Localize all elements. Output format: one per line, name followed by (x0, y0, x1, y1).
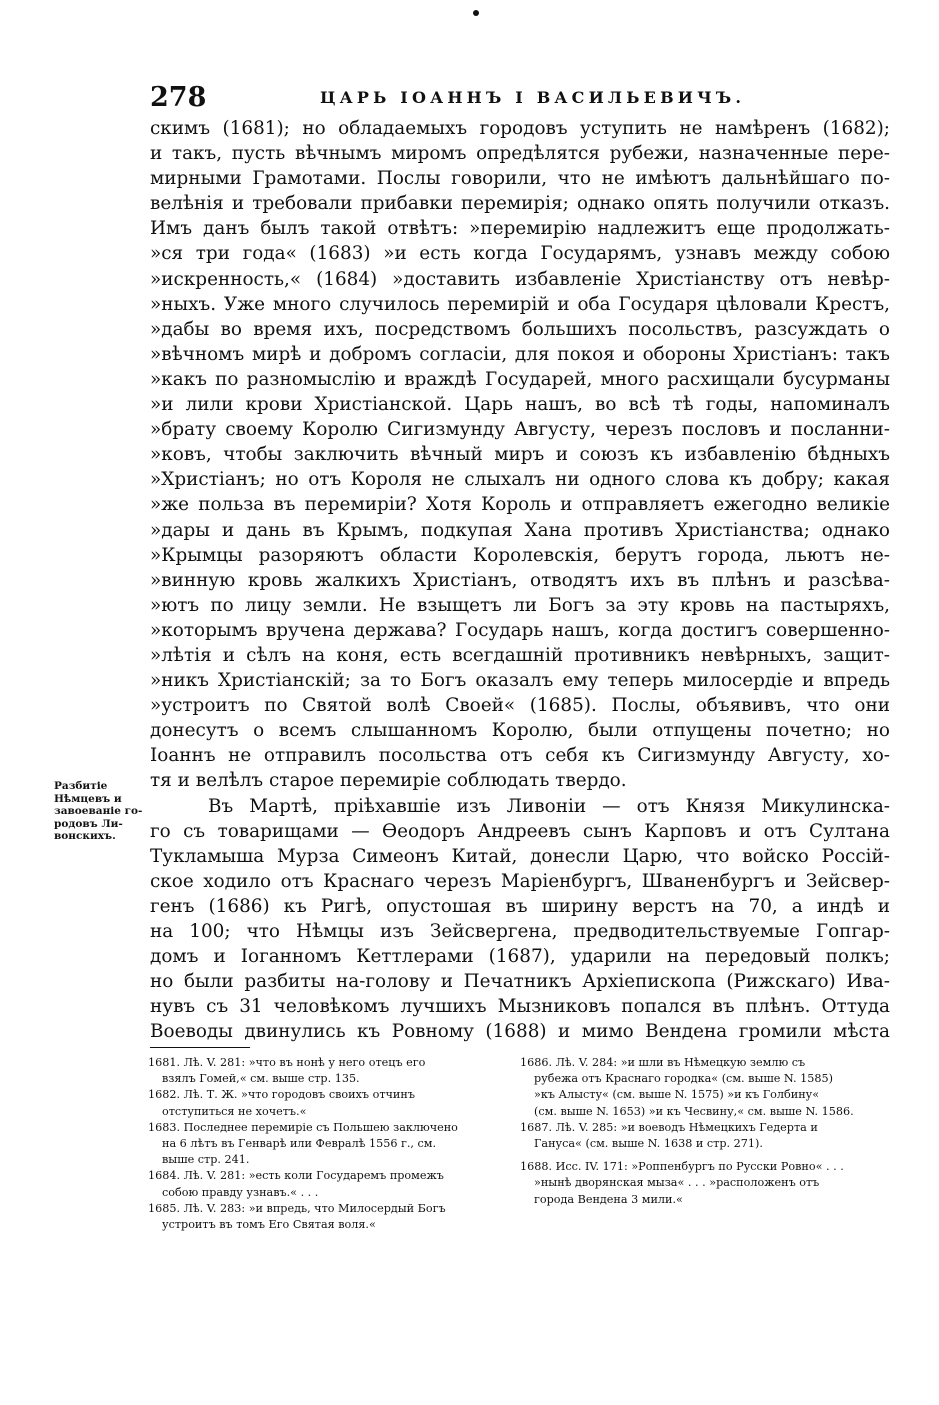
text-line: донесутъ о всемъ слышанномъ Королю, были отпущены почетно; но (150, 720, 890, 742)
marginal-note-line: Разбитіе (54, 780, 108, 792)
text-line: »какъ по разномыслію и враждѣ Государей, много расхищали бусурманы (150, 368, 890, 390)
text-line: »никъ Христіанскій; за то Богъ оказалъ ему теперь милосердіе и впредь (150, 670, 890, 692)
footnote-line: »нынѣ дворянская мыза« . . . »расположенъ отъ (534, 1176, 820, 1190)
text-line: мирными Грамотами. Послы говорили, что не имѣютъ дальнѣйшаго по- (150, 168, 890, 190)
footnotes-left-column (148, 1055, 513, 1233)
text-line: на 100; что Нѣмцы изъ Зейсвергена, предводительствуемые Гопгар- (150, 921, 890, 942)
footnote-line: 1681. Лѣ. V. 281: »что въ нонѣ у него отецъ его (148, 1056, 426, 1069)
text-line: »и лили крови Христіанской. Царь нашъ, во всѣ тѣ годы, напоминалъ (150, 394, 890, 416)
footnote-line: (см. выше N. 1653) »и къ Чесвину,« см. выше N. 1586. (534, 1104, 854, 1118)
footnote-line: 1682. Лѣ. Т. Ж. »что городовъ своихъ отчинъ (148, 1088, 415, 1102)
running-head: ЦАРЬ ІОАННЪ І ВАСИЛЬЕВИЧЪ. (320, 88, 746, 107)
text-line: тя и велѣлъ старое перемиріе соблюдать твердо. (150, 770, 627, 792)
footnote-line: отступиться не хочетъ.« (162, 1104, 307, 1118)
marginal-note-line: родовъ Ли- (54, 817, 123, 830)
text-line: »вѣчномъ мирѣ и добромъ согласіи, для покоя и обороны Христіанъ: такъ (150, 343, 890, 365)
text-line: нувъ съ 31 человѣкомъ лучшихъ Мызниковъ попался въ плѣнъ. Оттуда (150, 996, 890, 1018)
text-line: скимъ (1681); но обладаемыхъ городовъ уступить не намѣренъ (1682); (150, 118, 890, 139)
footnote-line: собою правду узнавъ.« . . . (162, 1185, 319, 1199)
footnote-line: 1684. Лѣ. V. 281: »есть коли Государемъ промежъ (148, 1169, 444, 1183)
footnote-line: устроитъ въ томъ Его Святая воля.« (162, 1218, 376, 1232)
text-line: Тукламыша Мурза Симеонъ Китай, донесли Царю, что войско Россій- (150, 845, 890, 867)
page-header (150, 82, 890, 114)
footnote-line: 1686. Лѣ. V. 284: »и шли въ Нѣмецкую землю съ (520, 1056, 806, 1069)
text-line: ское ходило отъ Краснаго черезъ Маріенбургъ, Шваненбургъ и Зейсвер- (150, 870, 890, 892)
marginal-note-line: завоеваніе го- (54, 805, 143, 817)
text-line: »дары и дань въ Крымъ, подкупая Хана противъ Христіанства; однако (150, 519, 890, 541)
text-line: Воеводы двинулись къ Ровному (1688) и мимо Вендена громили мѣста (150, 1021, 890, 1043)
footnote-line: 1683. Последнее перемиріе съ Польшею заключено (148, 1120, 458, 1134)
footnote-line: города Вендена 3 мили.« (534, 1192, 683, 1206)
text-line: »которымъ вручена держава? Государь нашъ, когда достигъ совершенно- (150, 619, 890, 641)
text-line: »же польза въ перемиріи? Хотя Король и отправляетъ ежегодно великіе (150, 494, 890, 516)
text-line: Въ Мартѣ, пріѣхавшіе изъ Ливоніи — отъ Князя Микулинска- (208, 795, 890, 817)
text-line: »устроитъ по Святой волѣ Своей« (1685). Послы, объявивъ, что они (150, 695, 890, 717)
footnote-line: 1685. Лѣ. V. 283: »и впредь, что Милосердый Богъ (148, 1201, 446, 1215)
text-line: го съ товарищами — Ѳеодоръ Андреевъ сынъ Карповъ и отъ Султана (150, 820, 890, 842)
footnote-line: на 6 лѣтъ въ Генварѣ или Февралѣ 1556 г., см. (162, 1137, 437, 1151)
text-line: »ковъ, чтобы заключить вѣчный миръ и союзъ къ избавленію бѣдныхъ (150, 444, 890, 466)
page-number: 278 (150, 82, 207, 113)
text-line: домъ и Іоганномъ Кеттлерами (1687), ударили на передовый полкъ; (150, 946, 890, 968)
footnote-line: Гануса« (см. выше N. 1638 и стр. 271). (534, 1137, 763, 1151)
text-line: »искренность,« (1684) »доставить избавленіе Христіанству отъ невѣр- (150, 268, 890, 290)
footnote-line: 1688. Исс. IV. 171: »Роппенбургъ по Русски Ровно« . . . (520, 1160, 844, 1174)
marginal-note (54, 780, 146, 843)
text-line: »лѣтія и сѣлъ на коня, есть всегдашній противникъ невѣрныхъ, защит- (150, 644, 890, 666)
text-line: »Крымцы разоряютъ области Королевскія, берутъ города, льютъ не- (150, 544, 890, 566)
text-line: и такъ, пусть вѣчнымъ миромъ опредѣлятся рубежи, назначенные пере- (150, 143, 890, 165)
footnote-line: выше стр. 241. (162, 1153, 250, 1167)
footnote-line: »къ Алысту« (см. выше N. 1575) »и къ Голбину« (534, 1088, 820, 1102)
text-line: »Христіанъ; но отъ Короля не слыхалъ ни одного слова къ добру; какая (150, 469, 890, 491)
footnote-line: рубежа отъ Краснаго городка« (см. выше N. 1585) (534, 1072, 833, 1086)
marginal-note-line: Нѣмцевъ и (54, 792, 122, 805)
footnote-rule (150, 1047, 250, 1048)
text-line: велѣнія и требовали прибавки перемирія; однако опять получили отказъ. (150, 193, 890, 215)
text-line: »ся три года« (1683) »и есть когда Государямъ, узнавъ между собою (150, 243, 890, 265)
main-text (150, 116, 890, 1044)
text-line: Имъ данъ былъ такой отвѣтъ: »перемирію надлежитъ еще продолжать- (150, 218, 890, 240)
text-line: »ныхъ. Уже много случилось перемирій и оба Государя цѣловали Крестъ, (150, 293, 890, 315)
text-line: »винную кровь жалкихъ Христіанъ, отводятъ ихъ въ плѣнъ и разсѣва- (150, 569, 890, 591)
text-line: но были разбиты на-голову и Печатникъ Архіепископа (Рижскаго) Ива- (150, 971, 890, 993)
text-line: »дабы во время ихъ, посредствомъ большихъ посольствъ, разсуждать о (150, 318, 890, 340)
footnote-line: 1687. Лѣ. V. 285: »и воеводъ Нѣмецкихъ Гедерта и (520, 1120, 818, 1134)
text-line: генъ (1686) къ Ригѣ, опустошая въ ширину верстъ на 70, а индѣ и (150, 895, 890, 917)
text-line: »ютъ по лицу земли. Не взыщетъ ли Богъ за эту кровь на пастыряхъ, (150, 594, 890, 616)
text-line: Іоаннъ не отправилъ посольства отъ себя къ Сигизмунду Августу, хо- (150, 745, 890, 767)
text-line: »брату своему Королю Сигизмунду Августу, черезъ пословъ и посланни- (150, 419, 890, 441)
footnotes-right-column (520, 1055, 885, 1208)
footnote-line: взялъ Гомей,« см. выше стр. 135. (162, 1072, 360, 1086)
marginal-note-line: вонскихъ. (54, 830, 116, 842)
ink-dot (473, 10, 479, 16)
